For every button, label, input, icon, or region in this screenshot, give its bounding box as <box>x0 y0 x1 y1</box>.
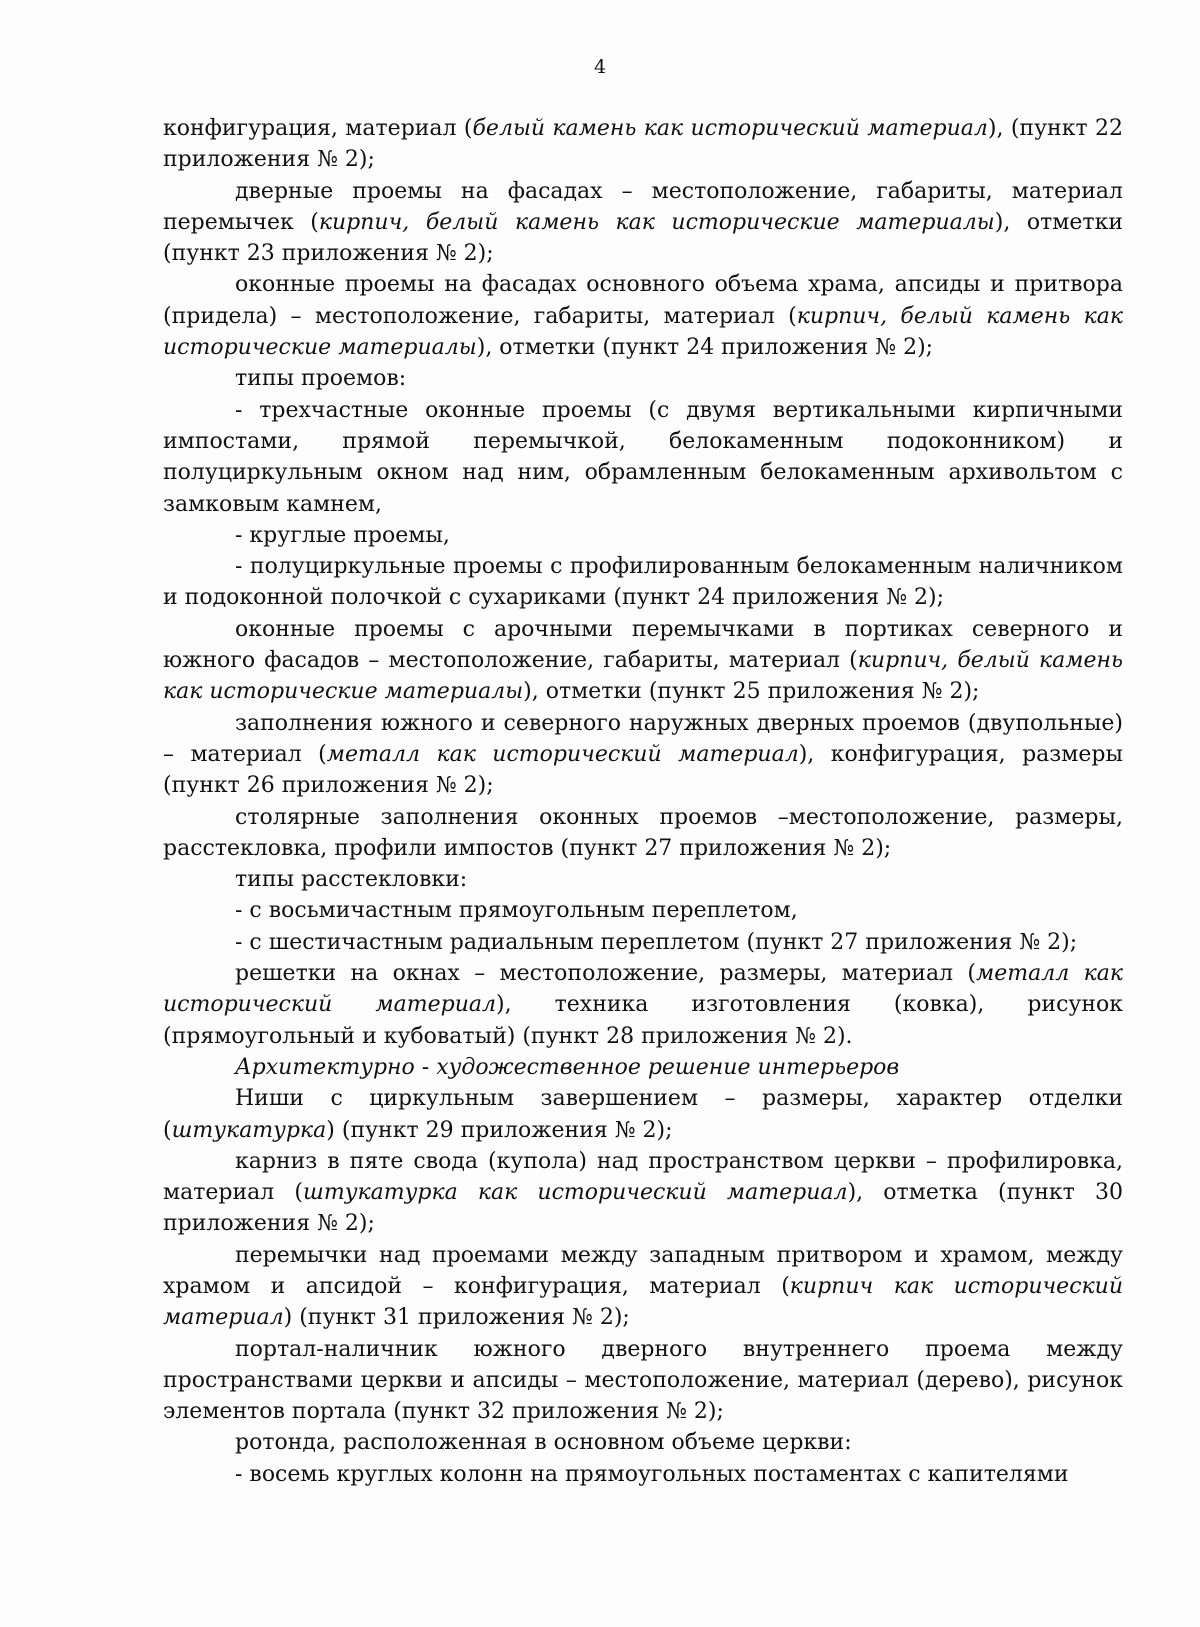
paragraph <box>163 395 1123 520</box>
text-run: конфигурация, материал ( <box>163 116 473 141</box>
text-run: оконные проемы на фасадах основного объема храма, апсиды и притвора (придела) – местоположение, габариты, материал ( <box>163 272 1123 329</box>
text-run: ), отметки (пункт 23 приложения № 2); <box>163 209 1124 267</box>
paragraph <box>163 1459 1123 1490</box>
paragraph <box>163 708 1123 802</box>
paragraph <box>163 895 1123 926</box>
text-run: ), отметки (пункт 24 приложения № 2); <box>476 335 934 361</box>
text-run: столярные заполнения оконных проемов –местоположение, размеры, расстекловка, профили импостов (пункт 27 приложения № 2); <box>163 804 1123 861</box>
italic-text: Архитектурно - художественное решение интерьеров <box>235 1054 900 1080</box>
text-run: Ниши с циркульным завершением – размеры, характер отделки ( <box>163 1086 1123 1143</box>
paragraph <box>163 551 1123 614</box>
section-heading <box>163 1052 1123 1083</box>
text-run: заполнения южного и северного наружных дверных проемов (двупольные) – материал ( <box>163 710 1123 767</box>
text-run: ), техника изготовления (ковка), рисунок (прямоугольный и кубоватый) (пункт 28 приложения № 2). <box>163 992 1123 1049</box>
paragraph <box>163 363 1123 394</box>
text-run: - трехчастные оконные проемы (с двумя вертикальными кирпичными импостами, прямой перемычкой, белокаменным подоконником) и полуциркульным окном над ним, обрамленным белокаменным архивольтом с замковым камнем, <box>163 397 1123 517</box>
text-run: ), (пункт 22 приложения № 2); <box>163 116 1123 173</box>
paragraph <box>163 1427 1123 1458</box>
italic-text: металл как исторический материал <box>326 741 799 767</box>
text-run: дверные проемы на фасадах – местоположение, габариты, материал перемычек ( <box>163 178 1123 235</box>
paragraph <box>163 958 1123 1052</box>
text-run: ), отметка (пункт 30 приложения № 2); <box>163 1180 1123 1237</box>
paragraph <box>163 802 1123 865</box>
page-number: 4 <box>593 56 607 78</box>
italic-text: кирпич, белый камень как исторические материалы <box>318 209 995 235</box>
text-run: ) (пункт 31 приложения № 2); <box>283 1305 630 1331</box>
italic-text: кирпич как исторический материал <box>163 1273 1123 1331</box>
italic-text: штукатурка как исторический материал <box>303 1180 848 1206</box>
text-run: ) (пункт 29 приложения № 2); <box>326 1117 673 1143</box>
paragraph <box>163 1240 1123 1334</box>
paragraph <box>163 614 1123 708</box>
text-run: типы проемов: <box>235 366 407 392</box>
italic-text: кирпич, белый камень как исторические материалы <box>163 648 1123 705</box>
text-run: перемычки над проемами между западным притвором и храмом, между храмом и апсидой – конфигурация, материал ( <box>163 1242 1123 1299</box>
text-run: карниз в пяте свода (купола) над пространством церкви – профилировка, материал ( <box>163 1148 1123 1206</box>
italic-text: металл как исторический материал <box>163 961 1123 1018</box>
text-run: оконные проемы с арочными перемычками в портиках северного и южного фасадов – местоположение, габариты, материал ( <box>163 616 1123 674</box>
text-run: - круглые проемы, <box>235 522 450 548</box>
italic-text: белый камень как исторический материал <box>472 116 988 141</box>
paragraph <box>163 176 1123 270</box>
document-body <box>163 113 1123 1490</box>
text-run: - восемь круглых колонн на прямоугольных постаментах с капителями <box>235 1461 1069 1487</box>
text-run: портал-наличник южного дверного внутреннего проема между пространствами церкви и апсиды – местоположение, материал (дерево), рисунок элементов портала (пункт 32 приложения № 2); <box>163 1336 1123 1425</box>
text-run: ротонда, расположенная в основном объеме церкви: <box>235 1430 852 1456</box>
paragraph <box>163 927 1123 958</box>
text-run: типы расстекловки: <box>235 867 468 893</box>
text-run: ), отметки (пункт 25 приложения № 2); <box>523 679 980 705</box>
text-run: - с восьмичастным прямоугольным переплетом, <box>235 898 798 924</box>
italic-text: штукатурка <box>171 1117 327 1143</box>
paragraph <box>163 113 1123 176</box>
text-run: решетки на окнах – местоположение, размеры, материал ( <box>235 961 976 987</box>
paragraph <box>163 269 1123 363</box>
text-run: - полуциркульные проемы с профилированным белокаменным наличником и подоконной полочкой с сухариками (пункт 24 приложения № 2); <box>163 554 1123 611</box>
paragraph <box>163 520 1123 551</box>
italic-text: кирпич, белый камень как исторические материалы <box>163 303 1123 361</box>
paragraph <box>163 1334 1123 1428</box>
paragraph <box>163 1083 1123 1146</box>
paragraph <box>163 1146 1123 1240</box>
text-run: - с шестичастным радиальным переплетом (пункт 27 приложения № 2); <box>235 929 1078 955</box>
paragraph <box>163 864 1123 895</box>
text-run: ), конфигурация, размеры (пункт 26 приложения № 2); <box>163 741 1124 799</box>
